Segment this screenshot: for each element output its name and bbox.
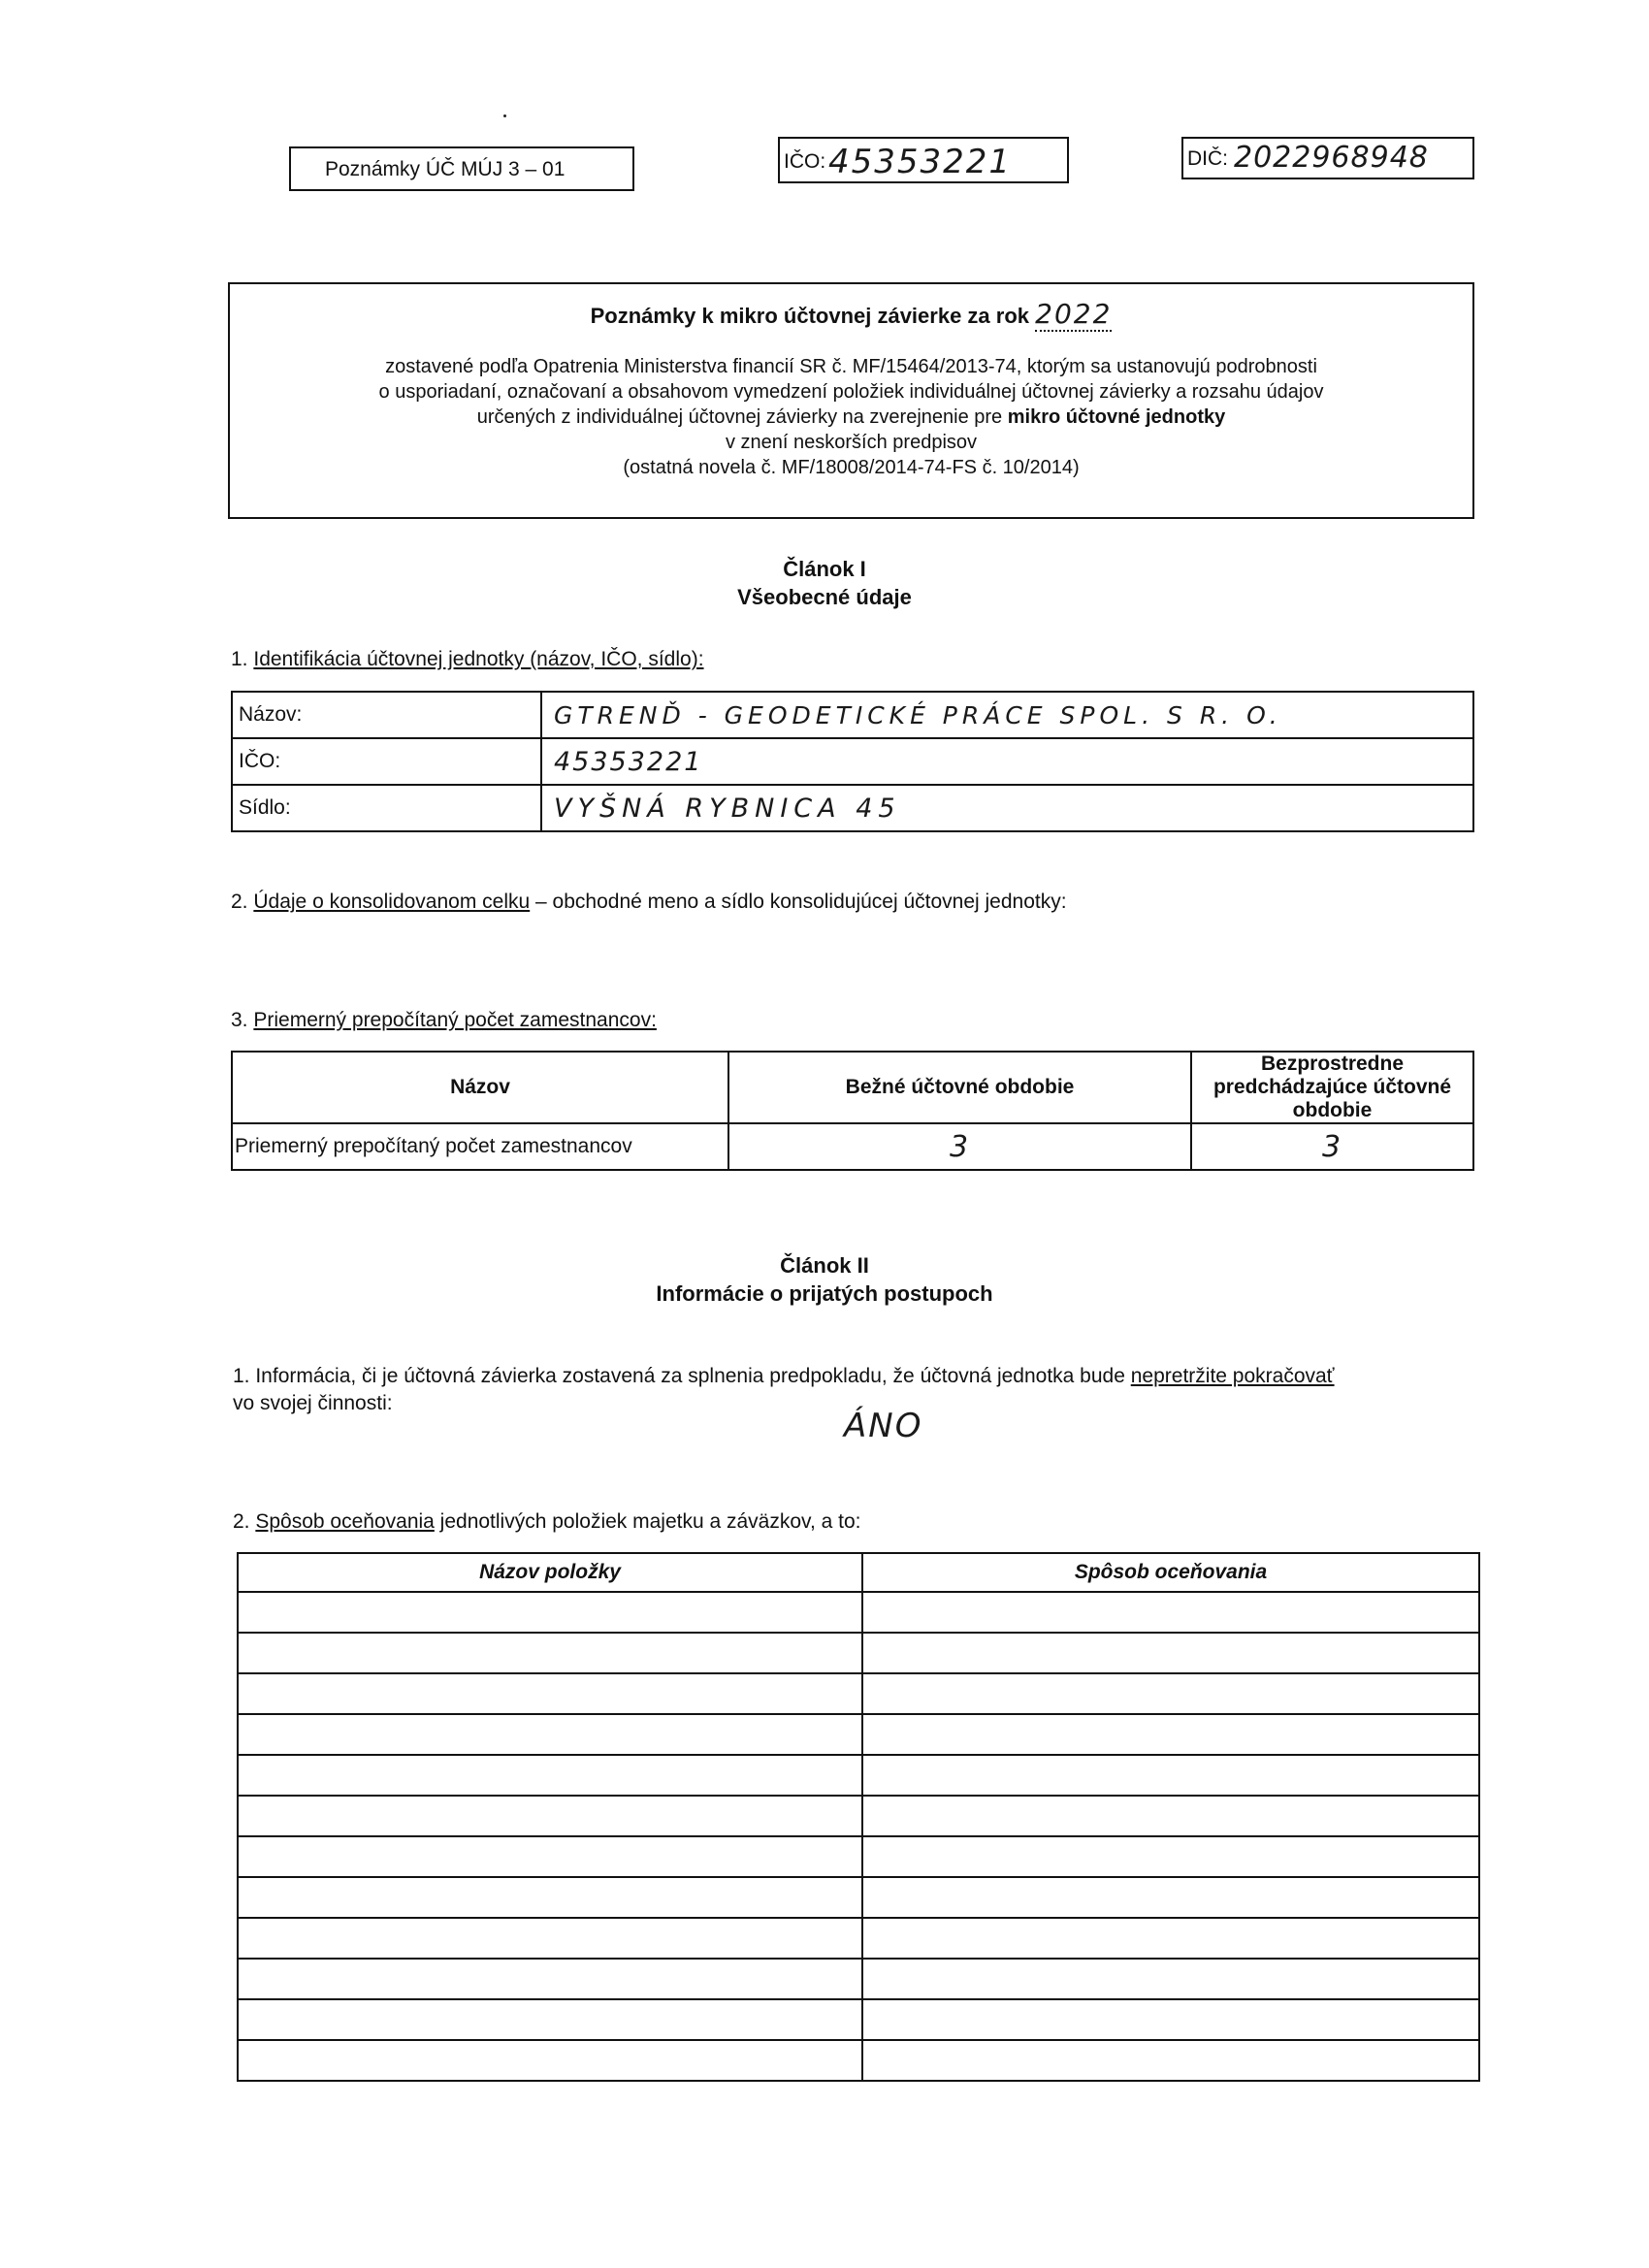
document-title: Poznámky k mikro účtovnej závierke za rok 2022 <box>590 298 1113 330</box>
emp-previous-value: 3 <box>1191 1123 1473 1170</box>
ico-value: 45353221 <box>828 143 1013 181</box>
form-code-box <box>289 146 634 191</box>
article1-item1: 1. Identifikácia účtovnej jednotky (názov, IČO, sídlo): <box>231 648 704 670</box>
identification-table <box>231 691 1474 832</box>
table-row <box>238 1877 1479 1918</box>
dic-box <box>1181 137 1474 179</box>
valuation-table <box>237 1552 1480 2082</box>
table-row <box>238 1633 1479 1673</box>
dic-label: DIČ: <box>1187 147 1228 170</box>
ident-value-seat: VYŠNÁ RYBNICA 45 <box>541 785 1473 831</box>
table-row <box>238 1592 1479 1633</box>
ident-value-name: GTRENĎ - GEODETICKÉ PRÁCE SPOL. S R. O. <box>541 692 1473 738</box>
ico-box <box>778 137 1069 183</box>
article1-heading: Článok I Všeobecné údaje <box>737 557 912 609</box>
emp-current-value: 3 <box>728 1123 1191 1170</box>
table-row <box>238 1918 1479 1959</box>
table-row <box>232 692 1473 738</box>
ident-value-ico: 45353221 <box>541 738 1473 785</box>
ident-label-ico: IČO: <box>232 738 541 785</box>
emp-col-name: Názov <box>232 1052 728 1123</box>
article2-item2: 2. Spôsob oceňovania jednotlivých položiek majetku a záväzkov, a to: <box>233 1510 861 1533</box>
table-row <box>238 1673 1479 1714</box>
table-row <box>238 2040 1479 2081</box>
emp-row-label: Priemerný prepočítaný počet zamestnancov <box>232 1123 728 1170</box>
ident-label-name: Názov: <box>232 692 541 738</box>
ico-label: IČO: <box>784 150 826 173</box>
scan-dot <box>503 114 506 117</box>
article2-heading: Článok II Informácie o prijatých postupoch <box>656 1253 993 1306</box>
table-row <box>238 1714 1479 1755</box>
valuation-col-item: Názov položky <box>238 1553 862 1592</box>
article2-item1: 1. Informácia, či je účtovná závierka zostavená za splnenia predpokladu, že účtovná jednotka bude nepretržite pokračovať vo svojej činnosti: <box>233 1365 1335 1414</box>
article1-item2: 2. Údaje o konsolidovanom celku – obchodné meno a sídlo konsolidujúcej účtovnej jednotky: <box>231 891 1067 913</box>
report-year: 2022 <box>1035 298 1113 330</box>
table-row <box>238 1999 1479 2040</box>
table-row <box>232 785 1473 831</box>
emp-col-current: Bežné účtovné obdobie <box>728 1052 1191 1123</box>
legal-basis-text: zostavené podľa Opatrenia Ministerstva financií SR č. MF/15464/2013-74, ktorým sa ustanovujú podrobnosti o usporiadaní, označovaní a obsahovom vymedzení položiek individuálnej účtovnej závierky a rozsahu údajov určených z individuálnej účtovnej závierky na zverejnenie pre mikro účtovné jednotky v znení neskorších predpisov (ostatná novela č. MF/18008/2014-74-FS č. 10/2014) <box>378 356 1324 478</box>
ident-label-seat: Sídlo: <box>232 785 541 831</box>
table-row <box>232 738 1473 785</box>
table-row <box>238 1755 1479 1796</box>
going-concern-answer: ÁNO <box>844 1407 923 1445</box>
table-row <box>232 1123 1473 1170</box>
table-row <box>238 1959 1479 1999</box>
valuation-col-method: Spôsob oceňovania <box>862 1553 1479 1592</box>
article1-item3: 3. Priemerný prepočítaný počet zamestnancov: <box>231 1009 657 1031</box>
table-row <box>238 1796 1479 1836</box>
form-code: Poznámky ÚČ MÚJ 3 – 01 <box>325 158 566 180</box>
employee-count-table <box>231 1051 1474 1171</box>
dic-value: 2022968948 <box>1234 141 1429 175</box>
emp-col-previous: Bezprostredne predchádzajúce účtovné obdobie <box>1191 1052 1473 1123</box>
title-box <box>228 282 1474 519</box>
table-row <box>238 1836 1479 1877</box>
table-header-row <box>238 1553 1479 1592</box>
table-header-row <box>232 1052 1473 1123</box>
